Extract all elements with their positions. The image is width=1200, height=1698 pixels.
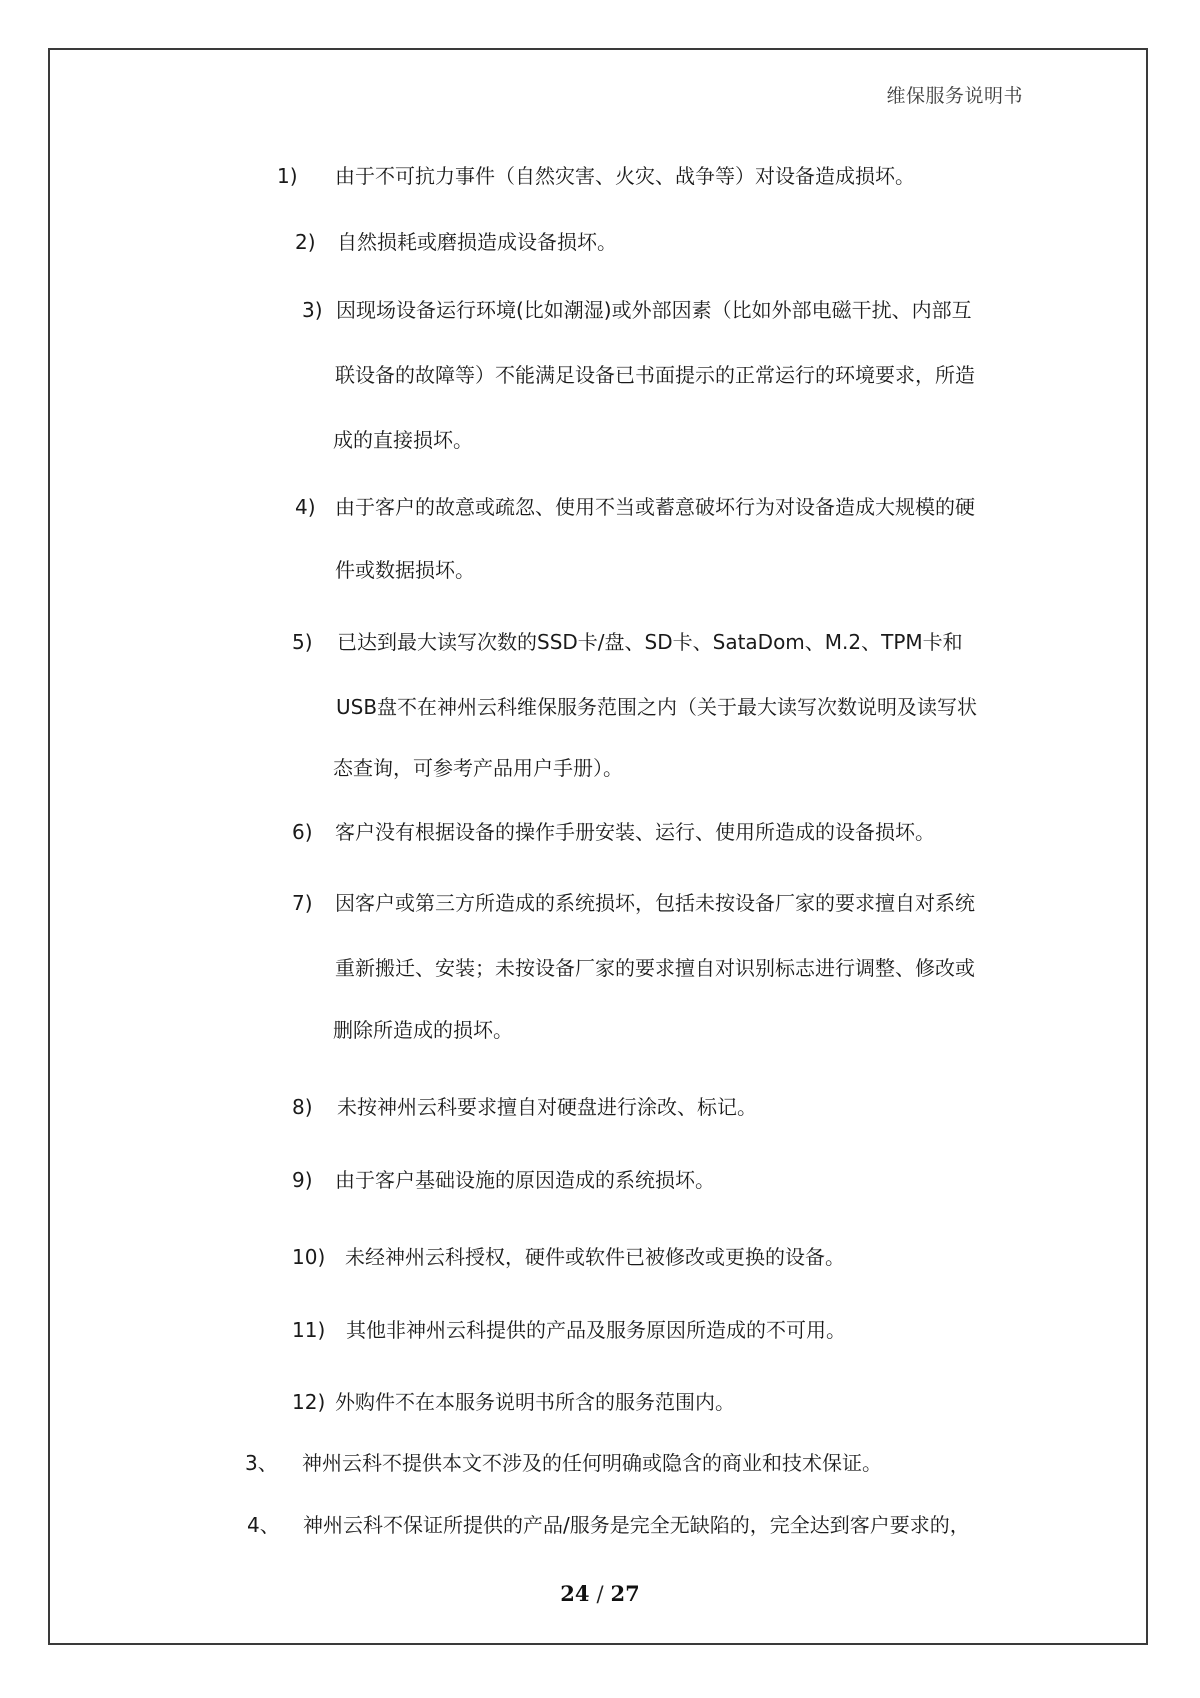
sub-list-item-text-line: 未经神州云科授权，硬件或软件已被修改或更换的设备。 bbox=[345, 1245, 845, 1269]
sub-list-item-number: 2) bbox=[295, 230, 316, 254]
sub-list-item-text-line: 删除所造成的损坏。 bbox=[333, 1018, 513, 1042]
main-list-item-text-line: 神州云科不提供本文不涉及的任何明确或隐含的商业和技术保证。 bbox=[302, 1451, 882, 1475]
sub-list-item-text-line: 成的直接损坏。 bbox=[333, 428, 473, 452]
sub-list-item-text-line: 因客户或第三方所造成的系统损坏，包括未按设备厂家的要求擅自对系统 bbox=[335, 891, 975, 915]
sub-list-item-text-line: 外购件不在本服务说明书所含的服务范围内。 bbox=[335, 1390, 735, 1414]
total-page-count: 27 bbox=[610, 1581, 640, 1606]
sub-list-item-number: 4) bbox=[295, 495, 316, 519]
sub-list-item-text-line: 未按神州云科要求擅自对硬盘进行涂改、标记。 bbox=[337, 1095, 757, 1119]
sub-list-item-text-line: 由于客户的故意或疏忽、使用不当或蓄意破坏行为对设备造成大规模的硬 bbox=[335, 495, 975, 519]
sub-list-item-text-line: 联设备的故障等）不能满足设备已书面提示的正常运行的环境要求，所造 bbox=[335, 363, 975, 387]
page-header-title: 维保服务说明书 bbox=[886, 85, 1023, 107]
sub-list-item-text-line: 自然损耗或磨损造成设备损坏。 bbox=[337, 230, 617, 254]
main-list-item-text-line: 神州云科不保证所提供的产品/服务是完全无缺陷的，完全达到客户要求的， bbox=[303, 1513, 970, 1537]
sub-list-item-number: 12) bbox=[292, 1390, 326, 1414]
sub-list-item-text-line: 由于不可抗力事件（自然灾害、火灾、战争等）对设备造成损坏。 bbox=[335, 164, 915, 188]
sub-list-item-number: 8) bbox=[292, 1095, 313, 1119]
main-list-item-number: 4、 bbox=[247, 1513, 280, 1537]
sub-list-item-number: 9) bbox=[292, 1168, 313, 1192]
sub-list-item-text-line: 重新搬迁、安装；未按设备厂家的要求擅自对识别标志进行调整、修改或 bbox=[335, 956, 975, 980]
main-list-item-number: 3、 bbox=[245, 1451, 278, 1475]
sub-list-item-number: 5) bbox=[292, 630, 313, 654]
sub-list-item-text-line: 客户没有根据设备的操作手册安装、运行、使用所造成的设备损坏。 bbox=[335, 820, 935, 844]
sub-list-item-text-line: 由于客户基础设施的原因造成的系统损坏。 bbox=[335, 1168, 715, 1192]
sub-list-item-number: 7) bbox=[292, 891, 313, 915]
sub-list-item-text-line: 件或数据损坏。 bbox=[335, 558, 475, 582]
page-footer bbox=[0, 1581, 1200, 1607]
sub-list-item-text-line: 态查询，可参考产品用户手册）。 bbox=[333, 756, 623, 780]
sub-list-item-number: 11) bbox=[292, 1318, 326, 1342]
page-number-separator: / bbox=[596, 1582, 604, 1606]
sub-list-item-text-line: 已达到最大读写次数的SSD卡/盘、SD卡、SataDom、M.2、TPM卡和 bbox=[337, 630, 963, 654]
sub-list-item-text-line: 因现场设备运行环境(比如潮湿)或外部因素（比如外部电磁干扰、内部互 bbox=[336, 298, 972, 322]
sub-list-item-text-line: 其他非神州云科提供的产品及服务原因所造成的不可用。 bbox=[346, 1318, 846, 1342]
sub-list-item-number: 1) bbox=[277, 164, 298, 188]
sub-list-item-number: 6) bbox=[292, 820, 313, 844]
sub-list-item-text-line: USB盘不在神州云科维保服务范围之内（关于最大读写次数说明及读写状 bbox=[336, 695, 978, 719]
sub-list-item-number: 3) bbox=[302, 298, 323, 322]
current-page-number: 24 bbox=[560, 1581, 590, 1606]
sub-list-item-number: 10) bbox=[292, 1245, 326, 1269]
